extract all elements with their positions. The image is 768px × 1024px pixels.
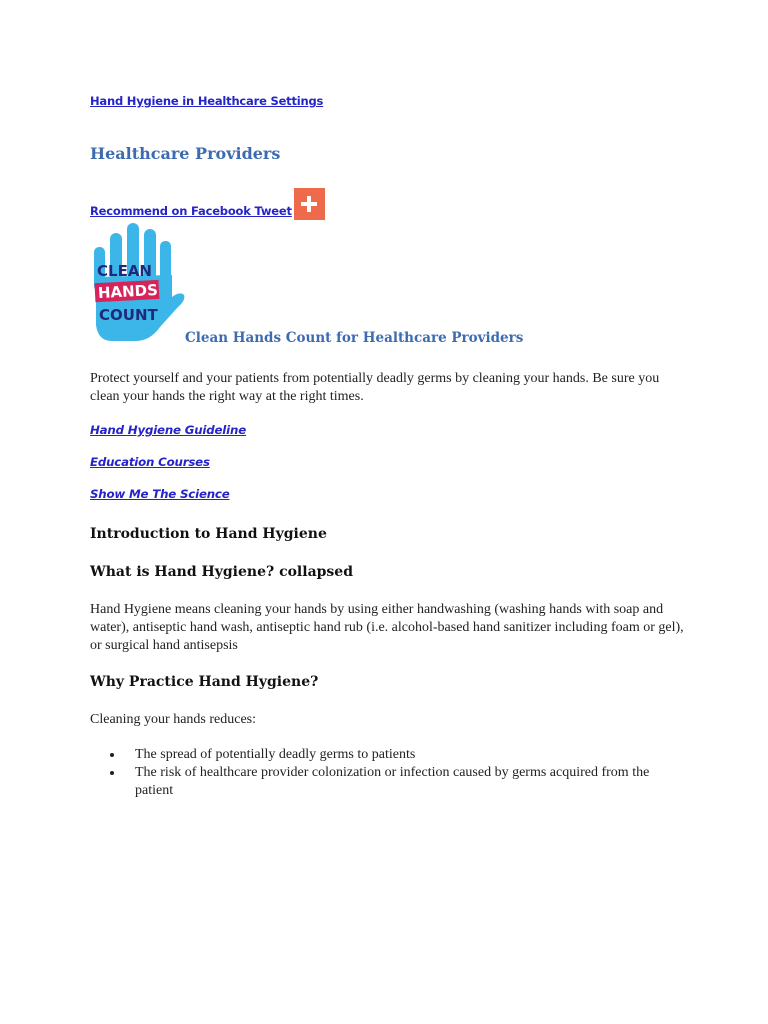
logo-word-3: COUNT xyxy=(99,306,158,324)
link-show-me-the-science[interactable]: Show Me The Science xyxy=(90,487,230,501)
logo-word-1: CLEAN xyxy=(97,262,152,280)
heading-what-is[interactable]: What is Hand Hygiene? collapsed xyxy=(90,564,354,580)
clean-hands-count-logo xyxy=(90,217,186,344)
heading-why-practice: Why Practice Hand Hygiene? xyxy=(90,674,319,690)
link-hand-hygiene-guideline[interactable]: Hand Hygiene Guideline xyxy=(90,423,246,437)
why-paragraph: Cleaning your hands reduces: xyxy=(90,712,257,727)
intro-paragraph: Protect yourself and your patients from potentially deadly germs by cleaning your hands. Be sure you clean your hands the right way at the right times. xyxy=(90,371,660,404)
bullet-icon xyxy=(110,753,114,757)
logo-word-2: HANDS xyxy=(97,280,159,303)
reasons-list xyxy=(90,746,690,800)
list-item-text: The spread of potentially deadly germs to patients xyxy=(135,747,416,762)
list-item xyxy=(90,746,690,764)
share-row xyxy=(90,186,325,218)
bullet-icon xyxy=(110,771,114,775)
plus-icon xyxy=(300,195,318,213)
section-title: Clean Hands Count for Healthcare Providers xyxy=(185,330,524,346)
page-title: Healthcare Providers xyxy=(90,144,281,163)
breadcrumb-link[interactable]: Hand Hygiene in Healthcare Settings xyxy=(90,94,324,108)
list-item-text: The risk of healthcare provider colonization or infection caused by germs acquired from the patient xyxy=(135,765,650,798)
heading-introduction: Introduction to Hand Hygiene xyxy=(90,526,327,542)
what-paragraph: Hand Hygiene means cleaning your hands by using either handwashing (washing hands with soap and water), antiseptic hand wash, antiseptic hand rub (i.e. alcohol-based hand sanitizer including foam or gel), or surgical hand antisepsis xyxy=(90,602,684,653)
list-item xyxy=(90,764,690,800)
add-share-button[interactable] xyxy=(294,188,325,220)
share-links[interactable]: Recommend on Facebook Tweet xyxy=(90,204,292,218)
link-education-courses[interactable]: Education Courses xyxy=(90,455,210,469)
